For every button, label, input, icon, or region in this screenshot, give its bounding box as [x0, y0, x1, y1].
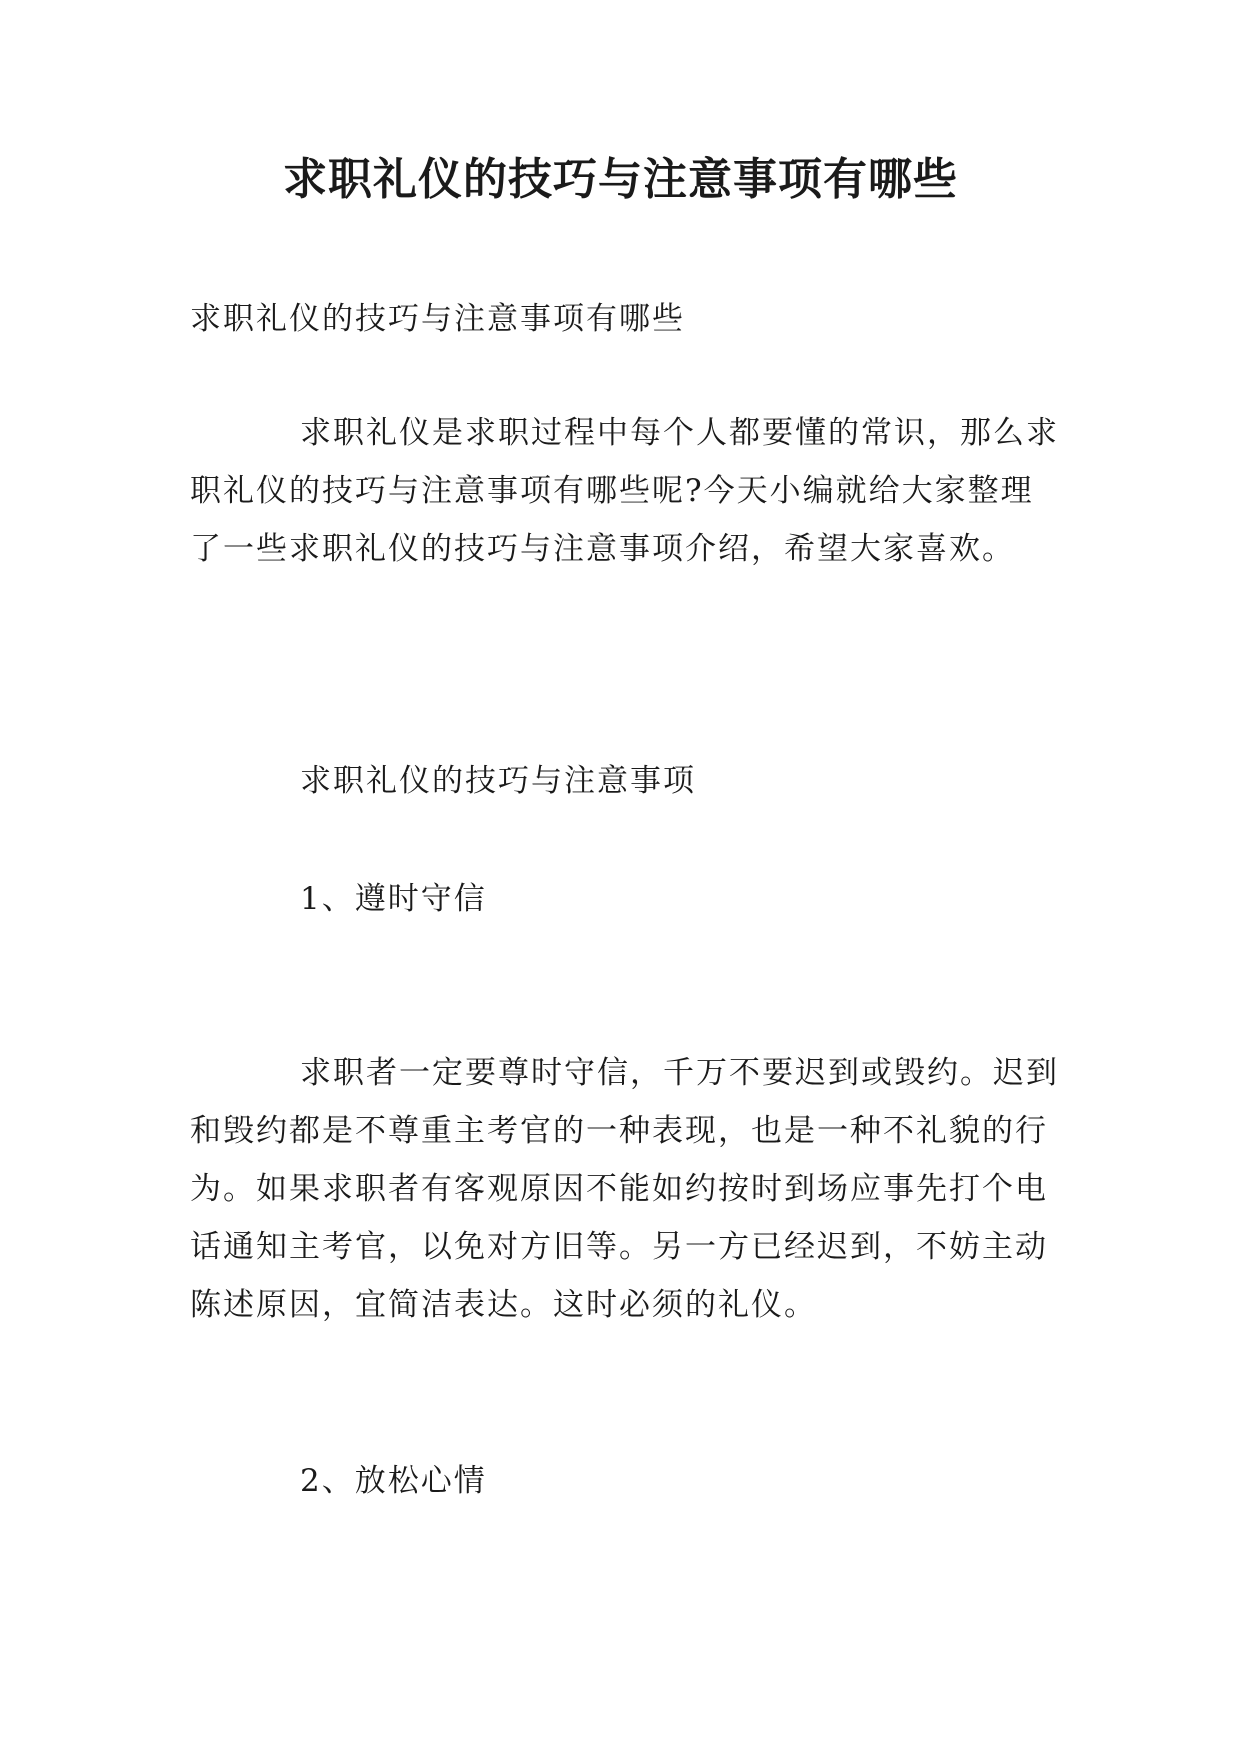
- document-subtitle: 求职礼仪的技巧与注意事项有哪些: [190, 301, 685, 337]
- item-1-line: 求职者一定要尊时守信，千万不要迟到或毁约。迟到: [300, 1055, 1059, 1091]
- item-1-line: 为。如果求职者有客观原因不能如约按时到场应事先打个电: [190, 1171, 1048, 1207]
- item-1-line: 话通知主考官，以免对方旧等。另一方已经迟到，不妨主动: [190, 1229, 1048, 1265]
- item-2-heading: 2、放松心情: [300, 1463, 487, 1499]
- item-1-line: 和毁约都是不尊重主考官的一种表现，也是一种不礼貌的行: [190, 1113, 1048, 1149]
- intro-paragraph: [190, 404, 1059, 578]
- item-1-heading: 1、遵时守信: [300, 881, 487, 917]
- section-heading: 求职礼仪的技巧与注意事项: [300, 763, 696, 799]
- document-title: 求职礼仪的技巧与注意事项有哪些: [283, 154, 958, 205]
- intro-line: 了一些求职礼仪的技巧与注意事项介绍，希望大家喜欢。: [190, 531, 1015, 567]
- item-1-paragraph: [190, 1044, 1059, 1334]
- item-1-line: 陈述原因，宜简洁表达。这时必须的礼仪。: [190, 1287, 817, 1323]
- intro-line: 求职礼仪是求职过程中每个人都要懂的常识，那么求: [300, 415, 1059, 451]
- intro-line: 职礼仪的技巧与注意事项有哪些呢?今天小编就给大家整理: [190, 473, 1034, 509]
